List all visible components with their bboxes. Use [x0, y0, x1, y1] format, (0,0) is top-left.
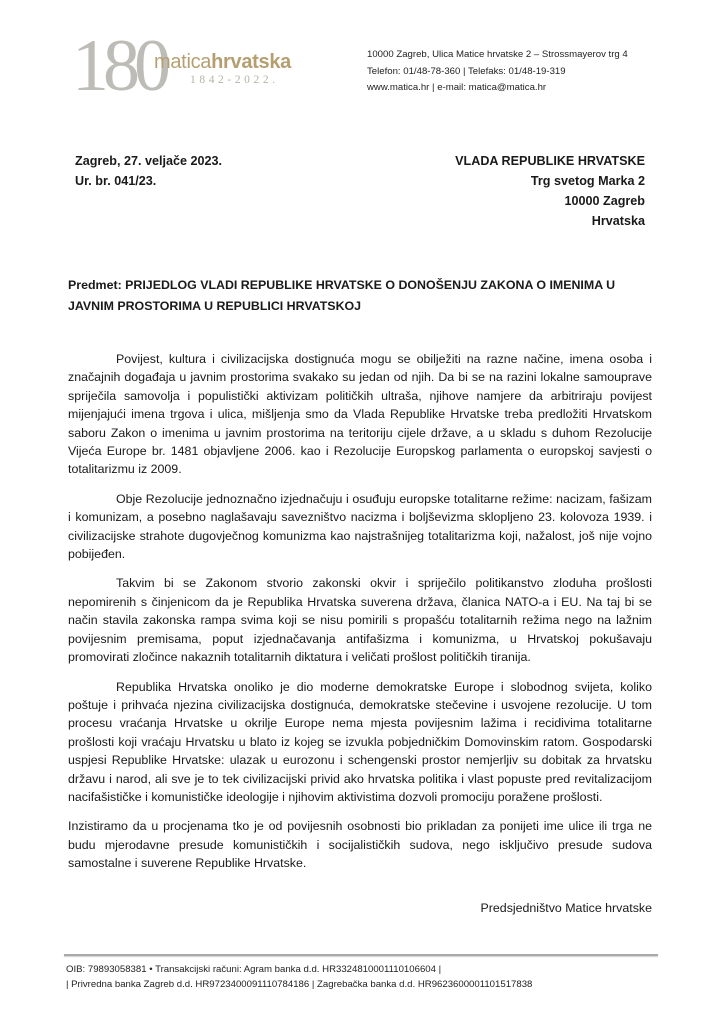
logo-name-light: matica — [154, 51, 212, 73]
footer-divider — [64, 954, 658, 956]
recipient-line-3: 10000 Zagreb — [564, 194, 645, 208]
body-paragraph: Obje Rezolucije jednoznačno izjednačuju i osuđuju europske totalitarne režime: nacizam, fašizam i komunizam, a posebno naglašavaju savezništvo nacizma i boljševizma sklopljeno 23. kolovoza 1939. i civilizacijske strahote dugovječnog komunizma kao najstrašnijeg totalitarizma koji, nažalost, još nije vojno pobijeđen. — [68, 491, 652, 562]
body-paragraph: Takvim bi se Zakonom stvorio zakonski okvir i spriječilo politikanstvo zloduha prošlosti nepomirenih s činjenicom da je Republika Hrvatska suverena država, članica NATO-a i EU. Na taj bi se način stavila zakonska rampa svima koji se nisu pomirili s propašću totalitarnih režima nego na lažnim povijesnim premisama, poput izjednačavanja antifašizma i komunizma, u Hrvatskoj pokušavaju promovirati zločince nakaznih totalitarnih diktatura i veličati prošlost političkih tiranija. — [68, 576, 652, 665]
letter-date: Zagreb, 27. veljače 2023. — [75, 154, 223, 168]
logo-wordmark — [154, 51, 291, 73]
logo-anniversary-number: 180 — [72, 25, 165, 107]
contact-phones: Telefon: 01/48-78-360 | Telefaks: 01/48-19-319 — [367, 65, 566, 77]
recipient-line-2: Trg svetog Marka 2 — [530, 174, 645, 188]
footer-line-1: OIB: 79893058381 • Transakcijski računi: Agram banka d.d. HR3324810001110106604 | — [66, 964, 442, 975]
footer-line-2: | Privredna banka Zagreb d.d. HR9723400091110784186 | Zagrebačka banka d.d. HR9623600001101517838 — [66, 978, 533, 990]
signature: Predsjedništvo Matice hrvatske — [480, 901, 652, 915]
body-paragraph: Inzistiramo da u procjenama tko je od povijesnih osobnosti bio prikladan za ponijeti ime ulice ili trga ne budu mjerodavne presude komunističkih i socijalističkih sudova, nego isključivo presude sudova samostalne i suverene Republike Hrvatske. — [68, 819, 652, 871]
recipient-line-4: Hrvatska — [591, 214, 645, 228]
recipient-address — [455, 151, 645, 231]
body-paragraph: Republika Hrvatska onoliko je dio moderne demokratske Europe i slobodnog svijeta, koliko poštuje i prihvaća njezina civilizacijska dostignuća, demokratske stečevine i usvojene rezolucije. U tom procesu vraćanja Hrvatske u okrilje Europe nema mjesta povijesnim lažima i recidivima totalitarne prošlosti koji vraćaju Hrvatsku u blato iz kojeg se izvukla pobjedničkim Domovinskim ratom. Gospodarski uspjesi Republike Hrvatske: ulazak u eurozonu i schengenski prostor nemjerljiv su dobitak za hrvatsku državu i narod, ali sve je to tek civilizacijski privid ako hrvatska politika i vlast popuste pred revitalizacijom nacifašističke i komunističke ideologije i njihovim aktivistima dozvoli promociju poražene prošlosti. — [68, 679, 652, 804]
letter-footer — [66, 963, 532, 992]
letter-meta — [75, 151, 222, 191]
logo-years: 1842-2022. — [190, 74, 279, 86]
contact-web-email: www.matica.hr | e-mail: matica@matica.hr — [367, 82, 547, 93]
contact-address: 10000 Zagreb, Ulica Matice hrvatske 2 – Strossmayerov trg 4 — [367, 49, 628, 60]
matica-hrvatska-logo — [72, 25, 312, 110]
reference-number: Ur. br. 041/23. — [75, 174, 157, 188]
recipient-line-1: VLADA REPUBLIKE HRVATSKE — [455, 154, 645, 168]
letter-subject: Predmet: PRIJEDLOG VLADI REPUBLIKE HRVATSKE O DONOŠENJU ZAKONA O IMENIMA U JAVNIM PROSTORIMA U REPUBLICI HRVATSKOJ — [68, 278, 616, 313]
letter-body — [68, 350, 652, 884]
letterhead-contact — [367, 47, 628, 97]
body-paragraph: Povijest, kultura i civilizacijska dostignuća mogu se obilježiti na razne načine, imena osoba i značajnih događaja u javnim prostorima svakako su jedan od njih. Da bi se na razini lokalne samouprave spriječila samovolja i populistički aktivizam političkih ultraša, njihove namjere da arbitriraju povijest mijenjajući imena trgova i ulica, mišljenja smo da Vlada Republike Hrvatske treba predložiti Hrvatskom saboru Zakon o imenima u javnim prostorima na teritoriju cijele države, a u skladu s duhom Rezolucije Vijeća Europe br. 1481 objavljene 2006. kao i Rezolucije Europskog parlamenta o europskoj savjesti o totalitarizmu iz 2009. — [68, 352, 652, 477]
logo-name-bold: hrvatska — [211, 51, 291, 73]
